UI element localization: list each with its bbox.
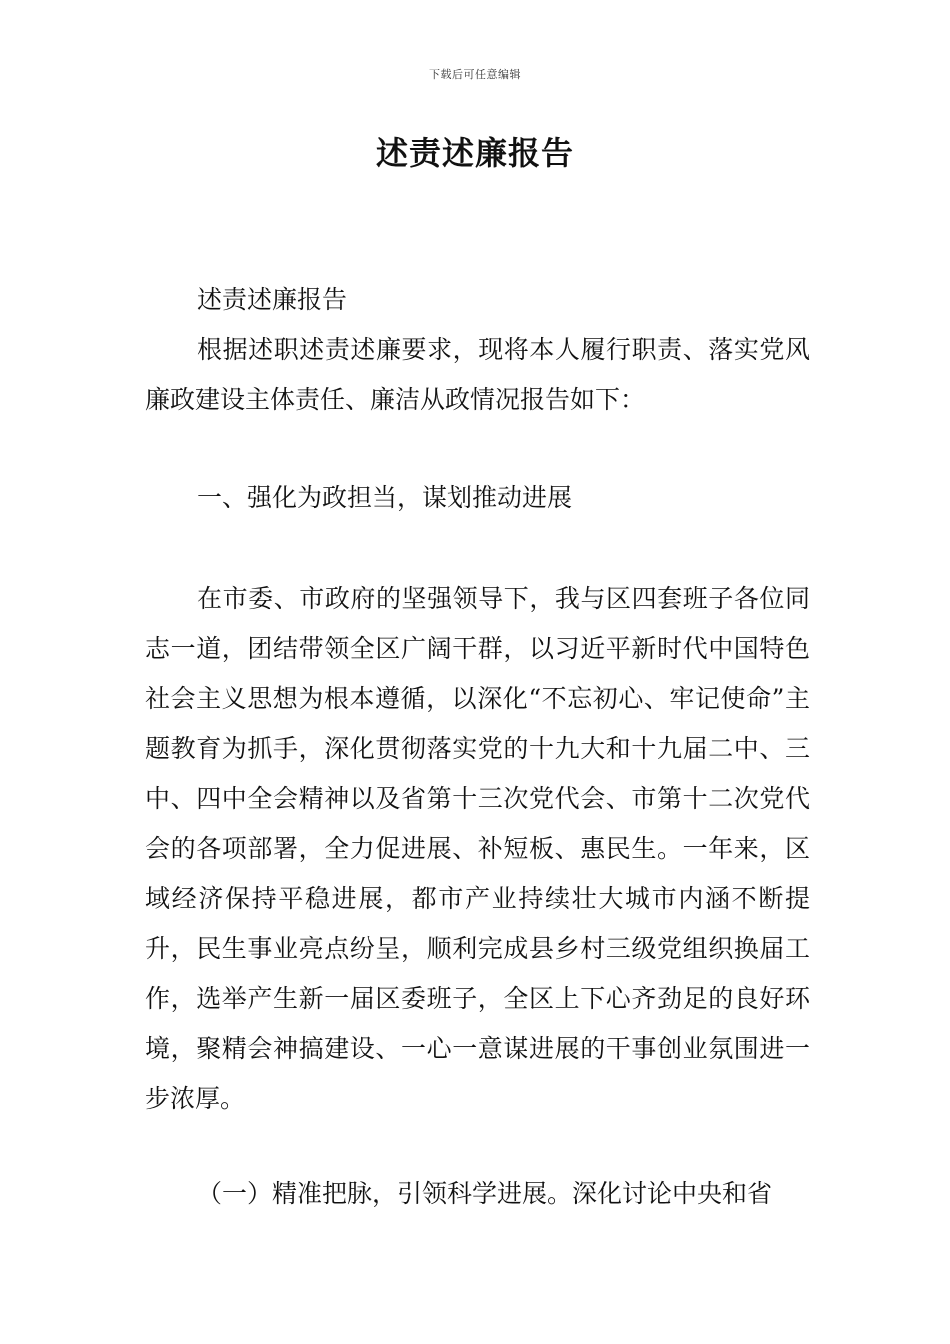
- header-note: 下载后可任意编辑: [429, 68, 521, 81]
- report-subtitle: 述责述廉报告: [197, 285, 348, 314]
- body-paragraph-one: 在市委、市政府的坚强领导下，我与区四套班子各位同志一道，团结带领全区广阔干群，以习近平新时代中国特色社会主义思想为根本遵循，以深化“不忘初心、牢记使命”主题教育为抓手，深化贯彻落实党的十九大和十九届二中、三中、四中全会精神以及省第十三次党代会、市第十二次党代会的各项部署，全力促进展、补短板、惠民生。一年来，区域经济保持平稳进展，都市产业持续壮大城市内涵不断提升，民生事业亮点纷呈，顺利完成县乡村三级党组织换届工作，选举产生新一届区委班子，全区上下心齐劲足的良好环境，聚精会神搞建设、一心一意谋进展的干事创业氛围进一步浓厚。: [145, 584, 810, 1113]
- section-heading-one: 一、强化为政担当，谋划推动进展: [197, 483, 573, 512]
- sub-item-paragraph: （一）精准把脉，引领科学进展。深化讨论中央和省: [197, 1179, 773, 1208]
- intro-paragraph: 根据述职述责述廉要求，现将本人履行职责、落实党风廉政建设主体责任、廉洁从政情况报告如下：: [145, 335, 810, 414]
- document-title: 述责述廉报告: [375, 134, 574, 172]
